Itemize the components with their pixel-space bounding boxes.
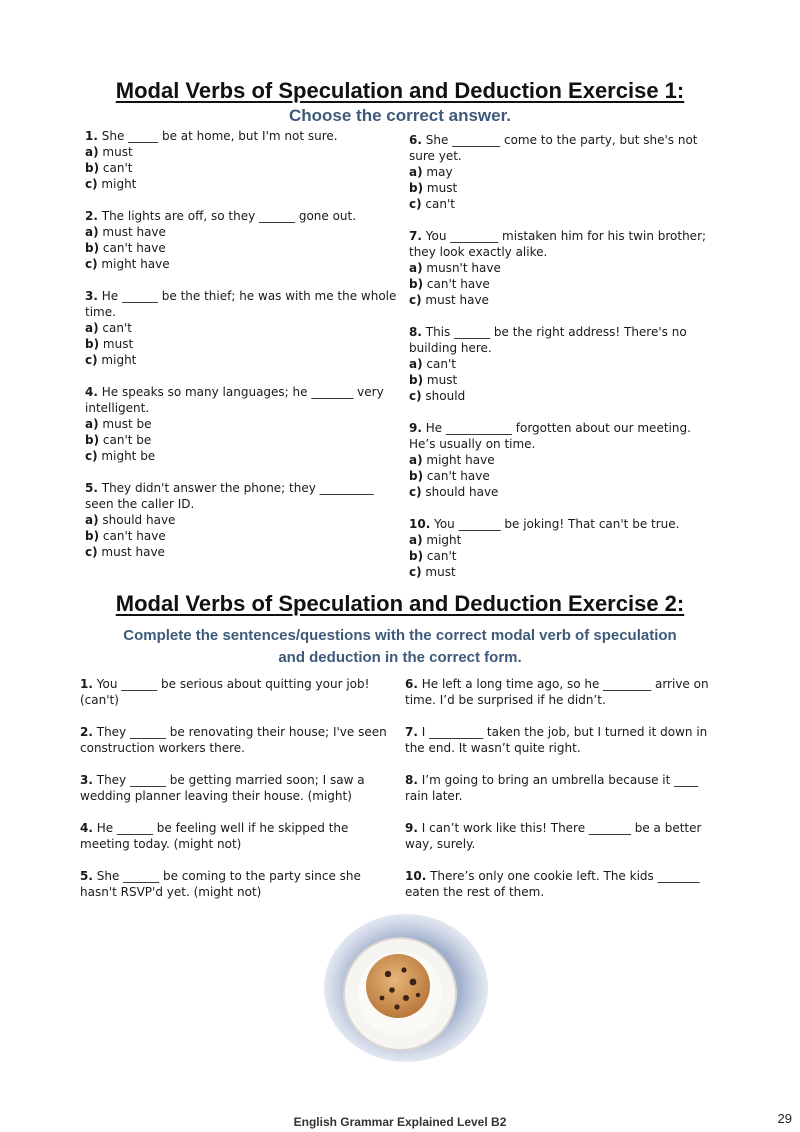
question-text: You _______ be joking! That can't be true. — [430, 517, 680, 531]
question-number: 10. — [409, 517, 431, 531]
question-number: 3. — [80, 773, 93, 787]
question-text: He ___________ forgotten about our meeting. He’s usually on time. — [409, 421, 691, 451]
question-text: There’s only one cookie left. The kids _______ eaten the rest of them. — [405, 869, 700, 899]
answer-option[interactable] — [409, 196, 721, 212]
answer-option[interactable] — [409, 292, 721, 308]
question-text: They ______ be getting married soon; I saw a wedding planner leaving their house. (might) — [80, 773, 365, 803]
option-text: must — [423, 373, 458, 387]
question-text: I can’t work like this! There _______ be a better way, surely. — [405, 821, 702, 851]
option-letter: c) — [85, 449, 98, 463]
exercise1-subtitle: Choose the correct answer. — [288, 106, 512, 125]
exercise2-subtitle-line1: Complete the sentences/questions with the correct modal verb of speculation — [123, 627, 677, 644]
question-text: This ______ be the right address! There's no building here. — [409, 325, 687, 355]
answer-option[interactable] — [85, 416, 397, 432]
option-letter: a) — [85, 417, 99, 431]
option-text: might have — [422, 453, 495, 467]
option-letter: b) — [85, 241, 100, 255]
question-item — [80, 772, 392, 804]
question-number: 4. — [80, 821, 93, 835]
question-stem — [405, 868, 723, 900]
option-letter: b) — [85, 433, 100, 447]
option-letter: b) — [409, 277, 424, 291]
answer-option[interactable] — [409, 276, 721, 292]
question-number: 5. — [85, 481, 98, 495]
answer-option[interactable] — [85, 432, 397, 448]
question-number: 6. — [405, 677, 418, 691]
option-text: musn't have — [422, 261, 501, 275]
question-stem — [85, 480, 397, 512]
option-text: can't — [98, 321, 132, 335]
question-item — [85, 208, 397, 272]
option-text: must have — [98, 225, 166, 239]
exercise1-right-column — [409, 132, 721, 580]
answer-option[interactable] — [85, 224, 397, 240]
answer-option[interactable] — [409, 548, 721, 564]
option-text: might be — [97, 449, 156, 463]
question-text: She ________ come to the party, but she's not sure yet. — [409, 133, 698, 163]
option-letter: c) — [409, 485, 422, 499]
option-text: can't have — [423, 277, 490, 291]
option-letter: a) — [85, 513, 99, 527]
exercise2-subtitle-line2: and deduction in the correct form. — [278, 649, 522, 666]
question-item — [409, 324, 721, 404]
option-text: must have — [421, 293, 489, 307]
page-number: 29 — [777, 1111, 792, 1126]
option-text: must — [423, 181, 458, 195]
exercise1-title: Modal Verbs of Speculation and Deduction Exercise 1: — [115, 78, 685, 103]
answer-option[interactable] — [85, 448, 397, 464]
answer-option[interactable] — [409, 468, 721, 484]
answer-option[interactable] — [85, 336, 397, 352]
option-letter: b) — [409, 549, 424, 563]
question-stem — [85, 384, 397, 416]
question-item — [405, 772, 723, 804]
answer-option[interactable] — [85, 240, 397, 256]
option-text: must — [421, 565, 456, 579]
option-letter: a) — [85, 321, 99, 335]
question-number: 7. — [405, 725, 418, 739]
option-letter: b) — [409, 469, 424, 483]
option-letter: c) — [85, 353, 98, 367]
question-number: 7. — [409, 229, 422, 243]
question-stem — [409, 324, 721, 356]
option-letter: c) — [409, 389, 422, 403]
question-stem — [409, 228, 721, 260]
question-number: 6. — [409, 133, 422, 147]
option-letter: a) — [85, 225, 99, 239]
question-text: She ______ be coming to the party since she hasn't RSVP'd yet. (might not) — [80, 869, 361, 899]
question-item — [405, 868, 723, 900]
question-stem — [85, 128, 397, 144]
option-text: might — [97, 177, 137, 191]
question-stem — [405, 820, 723, 852]
answer-option[interactable] — [409, 532, 721, 548]
option-text: can't — [423, 549, 457, 563]
option-text: can't — [99, 161, 133, 175]
question-item — [80, 868, 392, 900]
option-text: can't — [421, 197, 455, 211]
question-item — [80, 724, 392, 756]
exercise2-title: Modal Verbs of Speculation and Deduction Exercise 2: — [115, 591, 685, 616]
question-item — [80, 676, 392, 708]
question-number: 8. — [409, 325, 422, 339]
question-stem — [409, 516, 721, 532]
answer-option[interactable] — [85, 144, 397, 160]
option-text: can't have — [99, 529, 166, 543]
option-text: must — [99, 337, 134, 351]
question-stem — [85, 288, 397, 320]
question-number: 2. — [80, 725, 93, 739]
question-text: He ______ be feeling well if he skipped the meeting today. (might not) — [80, 821, 349, 851]
answer-option[interactable] — [409, 372, 721, 388]
question-number: 5. — [80, 869, 93, 883]
question-stem — [80, 772, 392, 804]
question-item — [85, 480, 397, 560]
option-letter: c) — [85, 257, 98, 271]
question-stem — [80, 820, 392, 852]
option-text: should have — [421, 485, 499, 499]
answer-option[interactable] — [85, 320, 397, 336]
question-item — [405, 724, 723, 756]
option-text: must be — [98, 417, 152, 431]
answer-option[interactable] — [85, 176, 397, 192]
answer-option[interactable] — [409, 388, 721, 404]
exercise2-left-column — [80, 676, 392, 900]
question-item — [80, 820, 392, 852]
option-letter: c) — [409, 197, 422, 211]
question-text: I _________ taken the job, but I turned it down in the end. It wasn’t quite right. — [405, 725, 708, 755]
option-letter: a) — [409, 261, 423, 275]
question-stem — [80, 724, 392, 756]
question-item — [405, 676, 723, 708]
answer-option[interactable] — [85, 160, 397, 176]
answer-option[interactable] — [85, 256, 397, 272]
exercise1-left-column — [85, 128, 397, 560]
exercise2-right-column — [405, 676, 723, 900]
answer-option[interactable] — [85, 512, 397, 528]
question-stem — [409, 132, 721, 164]
option-text: can't have — [423, 469, 490, 483]
question-number: 9. — [405, 821, 418, 835]
option-text: can't — [422, 357, 456, 371]
option-letter: a) — [85, 145, 99, 159]
question-item — [85, 384, 397, 464]
option-letter: c) — [409, 565, 422, 579]
question-stem — [85, 208, 397, 224]
option-text: may — [422, 165, 453, 179]
question-text: You ________ mistaken him for his twin brother; they look exactly alike. — [409, 229, 707, 259]
option-text: must have — [97, 545, 165, 559]
option-letter: c) — [85, 177, 98, 191]
question-item — [85, 288, 397, 368]
question-item — [409, 420, 721, 500]
option-text: can't have — [99, 241, 166, 255]
answer-option[interactable] — [409, 356, 721, 372]
question-stem — [80, 868, 392, 900]
option-letter: a) — [409, 453, 423, 467]
question-number: 10. — [405, 869, 427, 883]
question-item — [85, 128, 397, 192]
question-number: 1. — [85, 129, 98, 143]
option-letter: c) — [409, 293, 422, 307]
question-text: The lights are off, so they ______ gone out. — [97, 209, 357, 223]
question-text: You ______ be serious about quitting your job! (can't) — [80, 677, 370, 707]
question-item — [409, 516, 721, 580]
question-text: He left a long time ago, so he ________ arrive on time. I’d be surprised if he didn’t. — [405, 677, 709, 707]
option-letter: b) — [409, 181, 424, 195]
option-text: might — [422, 533, 462, 547]
answer-option[interactable] — [409, 180, 721, 196]
option-letter: a) — [409, 533, 423, 547]
answer-option[interactable] — [409, 484, 721, 500]
question-stem — [405, 676, 723, 708]
option-text: might — [97, 353, 137, 367]
question-item — [405, 820, 723, 852]
question-text: He ______ be the thief; he was with me the whole time. — [85, 289, 397, 319]
question-text: He speaks so many languages; he _______ very intelligent. — [85, 385, 384, 415]
option-text: should have — [98, 513, 176, 527]
question-text: She _____ be at home, but I'm not sure. — [97, 129, 338, 143]
answer-option[interactable] — [409, 260, 721, 276]
question-stem — [409, 420, 721, 452]
footer-text: English Grammar Explained Level B2 — [293, 1115, 507, 1129]
answer-option[interactable] — [85, 352, 397, 368]
option-text: might have — [97, 257, 170, 271]
question-item — [409, 132, 721, 212]
question-number: 8. — [405, 773, 418, 787]
question-stem — [405, 724, 723, 756]
question-number: 3. — [85, 289, 98, 303]
option-letter: b) — [85, 529, 100, 543]
question-item — [409, 228, 721, 308]
question-text: They didn't answer the phone; they _________ seen the caller ID. — [85, 481, 374, 511]
option-text: must — [98, 145, 133, 159]
option-letter: b) — [409, 373, 424, 387]
option-letter: a) — [409, 165, 423, 179]
option-text: can't be — [99, 433, 152, 447]
answer-option[interactable] — [409, 564, 721, 580]
option-letter: b) — [85, 161, 100, 175]
question-number: 9. — [409, 421, 422, 435]
question-number: 4. — [85, 385, 98, 399]
option-letter: c) — [85, 545, 98, 559]
answer-option[interactable] — [85, 528, 397, 544]
question-stem — [405, 772, 723, 804]
answer-option[interactable] — [85, 544, 397, 560]
question-stem — [80, 676, 392, 708]
question-text: They ______ be renovating their house; I've seen construction workers there. — [80, 725, 387, 755]
option-letter: b) — [85, 337, 100, 351]
cookie-plate-icon — [318, 910, 488, 1070]
answer-option[interactable] — [409, 452, 721, 468]
question-number: 1. — [80, 677, 93, 691]
question-text: I’m going to bring an umbrella because it ____ rain later. — [405, 773, 699, 803]
question-number: 2. — [85, 209, 98, 223]
answer-option[interactable] — [409, 164, 721, 180]
option-text: should — [421, 389, 466, 403]
option-letter: a) — [409, 357, 423, 371]
